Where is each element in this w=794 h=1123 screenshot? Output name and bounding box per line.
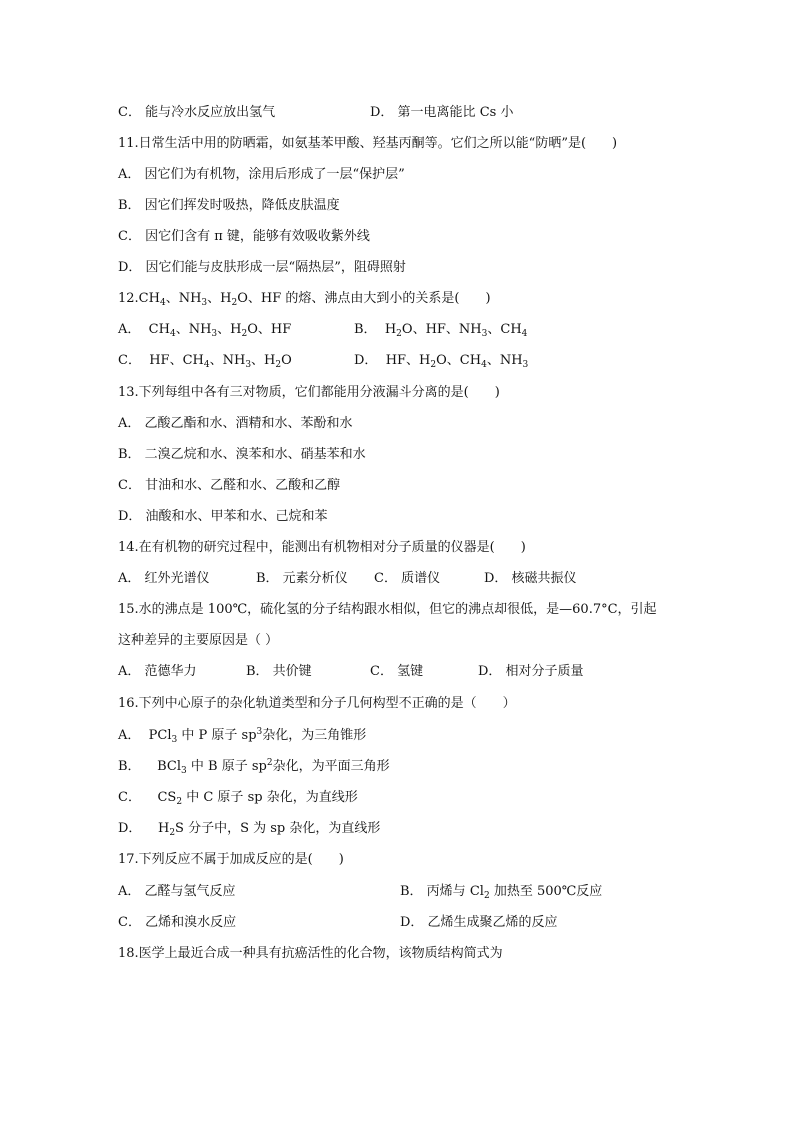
option-a: A． PCl$_3$ 中 P 原子 $sp^3$杂化，为三角锥形 <box>118 727 367 745</box>
question-stem: 11.日常生活中用的防晒霜，如氨基苯甲酸、羟基丙酮等。它们之所以能“防晒”是( ) <box>118 136 618 151</box>
option-b: B． 因它们挥发时吸热，降低皮肤温度 <box>118 198 340 213</box>
option-c: C． 甘油和水、乙醛和水、乙酸和乙醇 <box>118 478 341 493</box>
option-b: B． $H_2O$、HF、$NH_3$、$CH_4$ <box>354 322 528 339</box>
option-a: A． 乙醛与氢气反应 <box>118 884 236 899</box>
option-c: C． $CS_2$ 中 C 原子 sp 杂化，为直线形 <box>118 790 358 807</box>
option-c: C． 乙烯和溴水反应 <box>118 915 237 930</box>
option-b: B． 元素分析仪 <box>256 571 348 586</box>
option-b: B． BCl$_3$ 中 B 原子 $sp^2$杂化，为平面三角形 <box>118 758 390 776</box>
option-a: A． 范德华力 <box>118 664 197 679</box>
option-d: D． HF、$H_2O$、$CH_4$、$NH_3$ <box>354 353 529 370</box>
option-d: D． 因它们能与皮肤形成一层“隔热层”，阻碍照射 <box>118 260 406 275</box>
option-c: C． HF、$CH_4$、$NH_3$、$H_2O$ <box>118 353 292 370</box>
option-c: C． 氢键 <box>370 664 424 679</box>
option-c: C． 质谱仪 <box>374 571 441 586</box>
option-b: B． 丙烯与 $Cl_2$ 加热至 500℃反应 <box>400 884 603 901</box>
option-b: B． 二溴乙烷和水、溴苯和水、硝基苯和水 <box>118 447 366 462</box>
question-stem: 13.下列每组中各有三对物质，它们都能用分液漏斗分离的是( ) <box>118 385 500 400</box>
question-stem-line-2: 这种差异的主要原因是（ ） <box>118 633 279 648</box>
question-stem: 14.在有机物的研究过程中，能测出有机物相对分子质量的仪器是( ) <box>118 540 526 555</box>
option-d: D． 核磁共振仪 <box>484 571 577 586</box>
question-stem: 17.下列反应不属于加成反应的是( ) <box>118 852 344 867</box>
question-stem-line-1: 15.水的沸点是 100℃，硫化氢的分子结构跟水相似，但它的沸点却很低，是—60.7°C，引起 <box>118 602 657 617</box>
option-d: D． $H_2S$ 分子中，S 为 sp 杂化，为直线形 <box>118 821 381 838</box>
option-a: A． $CH_4$、$NH_3$、$H_2O$、HF <box>118 322 292 339</box>
option-d: D． 油酸和水、甲苯和水、己烷和苯 <box>118 509 328 524</box>
option-d: D． 第一电离能比 Cs 小 <box>370 105 514 120</box>
option-a: A． 因它们为有机物，涂用后形成了一层“保护层” <box>118 167 405 182</box>
option-a: A． 红外光谱仪 <box>118 571 210 586</box>
option-d: D． 乙烯生成聚乙烯的反应 <box>400 915 558 930</box>
question-stem: 16.下列中心原子的杂化轨道类型和分子几何构型不正确的是（ ） <box>118 696 516 711</box>
option-b: B． 共价键 <box>246 664 312 679</box>
question-stem-tail: 的熔、沸点由大到小的关系是( ) <box>281 291 491 306</box>
option-c: C． 因它们含有 π 键，能够有效吸收紫外线 <box>118 229 370 244</box>
question-stem: $12.CH_4$、$NH_3$、$H_2O$、HF 的熔、沸点由大到小的关系是( ) <box>118 291 491 308</box>
question-stem: 18.医学上最近合成一种具有抗癌活性的化合物，该物质结构简式为 <box>118 946 503 961</box>
option-d: D． 相对分子质量 <box>478 664 584 679</box>
option-a: A． 乙酸乙酯和水、酒精和水、苯酚和水 <box>118 416 353 431</box>
option-c: C． 能与冷水反应放出氢气 <box>118 105 276 120</box>
